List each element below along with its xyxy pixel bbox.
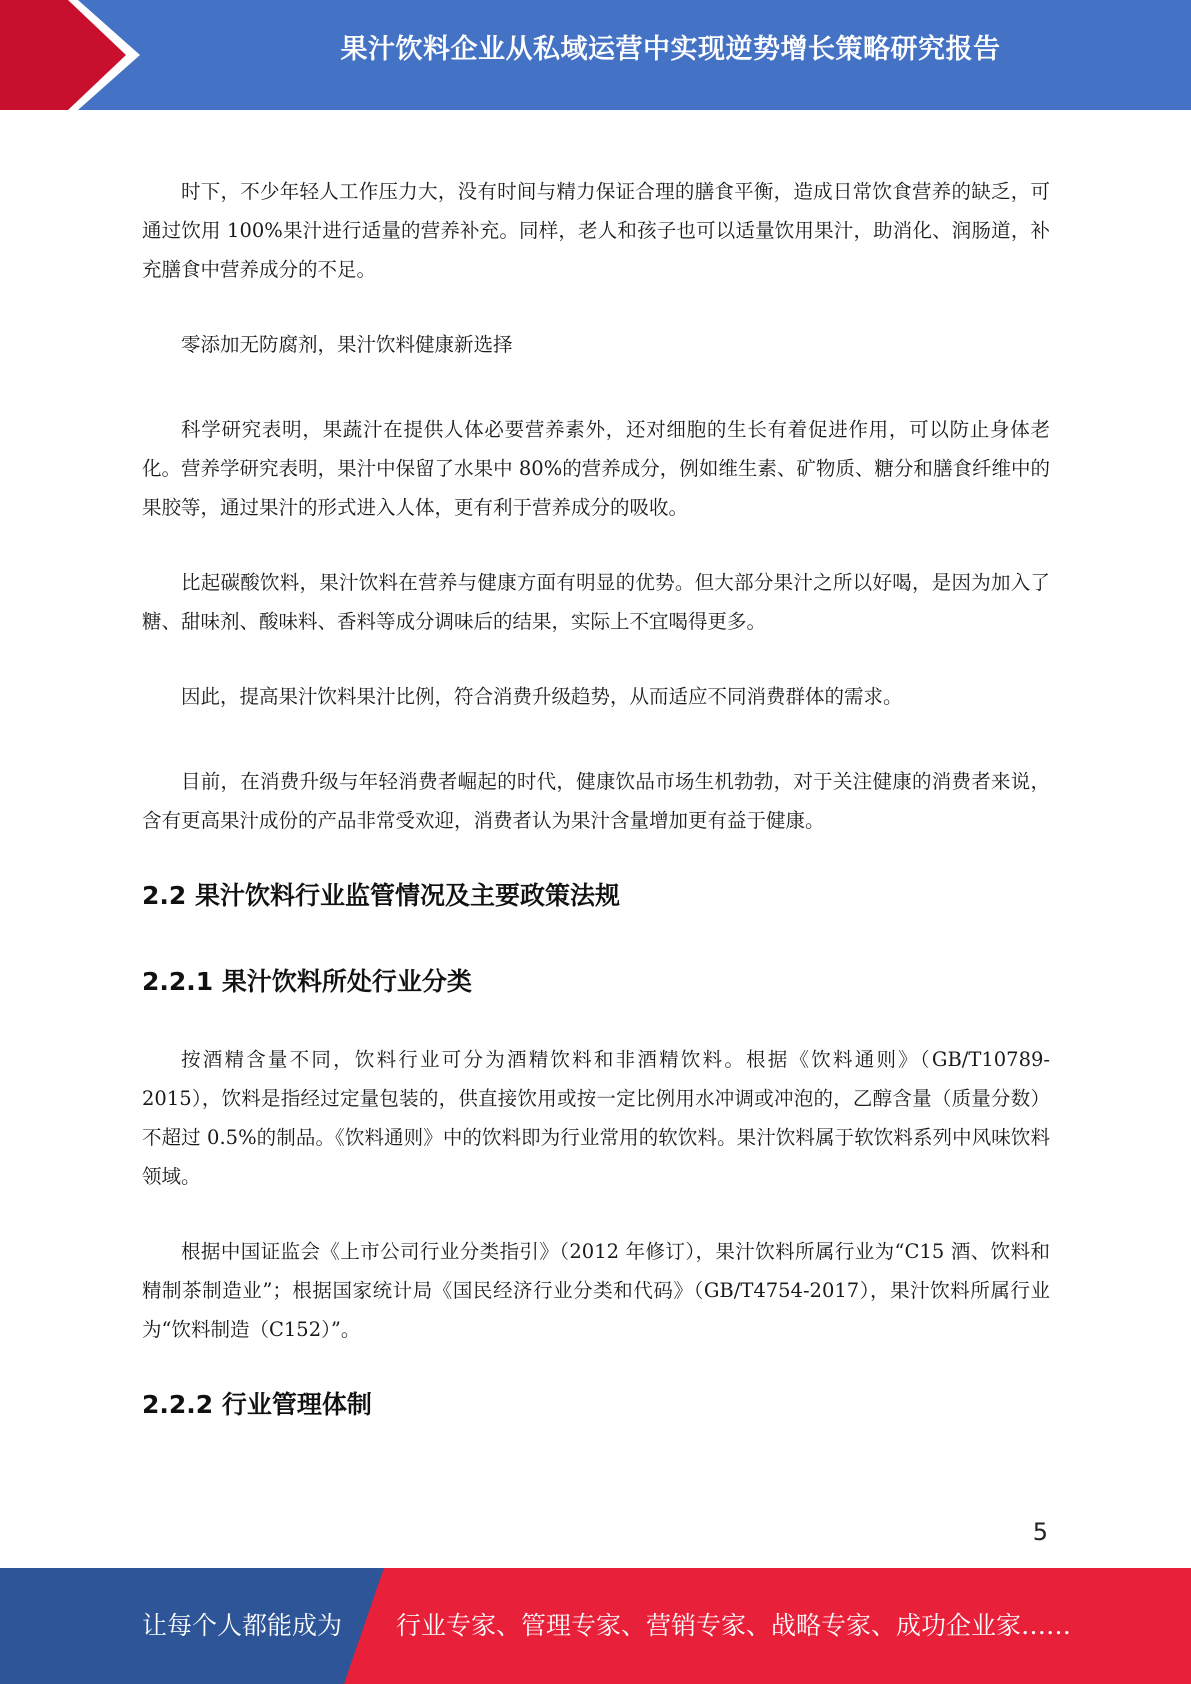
paragraph: 时下，不少年轻人工作压力大，没有时间与精力保证合理的膳食平衡，造成日常饮食营养的缺乏，可通过饮用 100%果汁进行适量的营养补充。同样，老人和孩子也可以适量饮用果汁，助消化、润肠道，补充膳食中营养成分的不足。 (142, 180, 1050, 281)
page-header (0, 0, 1191, 110)
paragraph: 目前，在消费升级与年轻消费者崛起的时代，健康饮品市场生机勃勃，对于关注健康的消费者来说，含有更高果汁成份的产品非常受欢迎，消费者认为果汁含量增加更有益于健康。 (142, 770, 1050, 832)
report-title: 果汁饮料企业从私域运营中实现逆势增长策略研究报告 (340, 34, 1001, 65)
section-heading-2-2: 2.2 果汁饮料行业监管情况及主要政策法规 (142, 881, 620, 910)
footer-slogan-left: 让每个人都能成为 (142, 1611, 343, 1640)
section-heading-2-2-2: 2.2.2 行业管理体制 (142, 1390, 372, 1419)
document-body (142, 172, 1050, 1463)
paragraph-subtitle: 零添加无防腐剂，果汁饮料健康新选择 (181, 333, 513, 356)
header-arrow-decoration (0, 0, 160, 110)
paragraph: 因此，提高果汁饮料果汁比例，符合消费升级趋势，从而适应不同消费群体的需求。 (181, 685, 903, 708)
page-number: 5 (1032, 1518, 1048, 1546)
paragraph: 按酒精含量不同，饮料行业可分为酒精饮料和非酒精饮料。根据《饮料通则》（GB/T10789-2015），饮料是指经过定量包装的，供直接饮用或按一定比例用水冲调或冲泡的，乙醇含量（质量分数）不超过 0.5%的制品。《饮料通则》中的饮料即为行业常用的软饮料。果汁饮料属于软饮料系列中风味饮料领域。 (142, 1048, 1050, 1188)
paragraph: 比起碳酸饮料，果汁饮料在营养与健康方面有明显的优势。但大部分果汁之所以好喝，是因为加入了糖、甜味剂、酸味料、香料等成分调味后的结果，实际上不宜喝得更多。 (142, 571, 1050, 633)
page-footer (0, 1568, 1191, 1684)
footer-slogan-right: 行业专家、管理专家、营销专家、战略专家、成功企业家…… (396, 1611, 1072, 1640)
paragraph: 科学研究表明，果蔬汁在提供人体必要营养素外，还对细胞的生长有着促进作用，可以防止身体老化。营养学研究表明，果汁中保留了水果中 80%的营养成分，例如维生素、矿物质、糖分和膳食纤维中的果胶等，通过果汁的形式进入人体，更有利于营养成分的吸收。 (142, 418, 1050, 519)
paragraph: 根据中国证监会《上市公司行业分类指引》（2012 年修订），果汁饮料所属行业为“C15 酒、饮料和精制茶制造业”；根据国家统计局《国民经济行业分类和代码》（GB/T4754-2017），果汁饮料所属行业为“饮料制造（C152）”。 (142, 1240, 1050, 1341)
section-heading-2-2-1: 2.2.1 果汁饮料所处行业分类 (142, 967, 472, 996)
